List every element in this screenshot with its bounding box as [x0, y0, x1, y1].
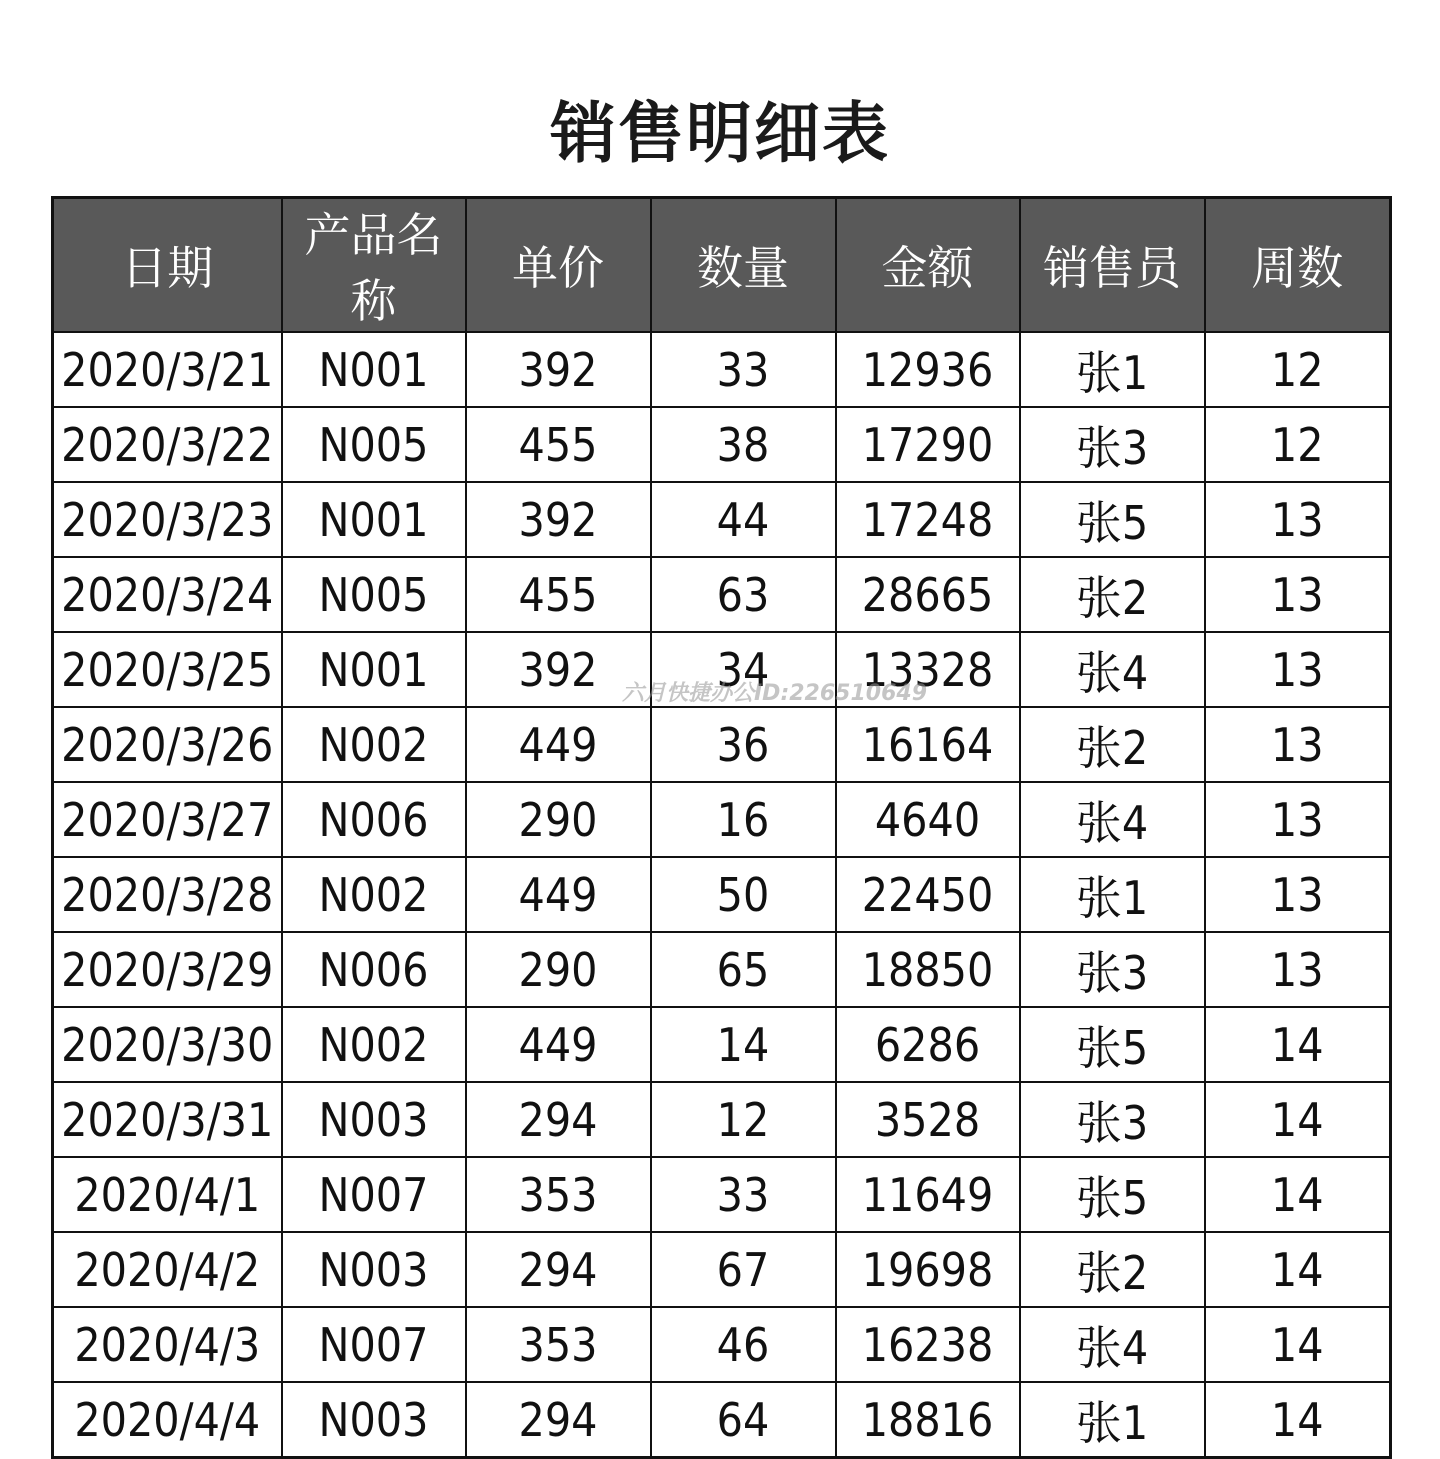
cell-product-name: N001: [282, 632, 466, 707]
cell-quantity: 14: [651, 1007, 836, 1082]
cell-product-name: N003: [282, 1232, 466, 1307]
cell-date: 2020/3/30: [53, 1007, 282, 1082]
cell-amount: 11649: [836, 1157, 1020, 1232]
table-row: [53, 332, 1391, 407]
table-row: [53, 1157, 1391, 1232]
table-row: [53, 782, 1391, 857]
cell-date: 2020/3/23: [53, 482, 282, 557]
cell-date: 2020/3/21: [53, 332, 282, 407]
table-row: [53, 932, 1391, 1007]
cell-product-name: N005: [282, 407, 466, 482]
cell-salesperson: 张2: [1020, 1232, 1205, 1307]
cell-week-number: 12: [1205, 332, 1391, 407]
cell-quantity: 38: [651, 407, 836, 482]
cell-quantity: 46: [651, 1307, 836, 1382]
header-unit-price: 单价: [466, 198, 651, 333]
watermark: 六月快捷办公ID:226510649: [622, 681, 928, 706]
cell-date: 2020/3/24: [53, 557, 282, 632]
table-row: [53, 557, 1391, 632]
cell-salesperson: 张4: [1020, 632, 1205, 707]
cell-week-number: 14: [1205, 1082, 1391, 1157]
cell-date: 2020/4/3: [53, 1307, 282, 1382]
sales-detail-table: [51, 196, 1392, 1459]
cell-salesperson: 张3: [1020, 932, 1205, 1007]
table-header-row: [53, 198, 1391, 333]
cell-week-number: 13: [1205, 782, 1391, 857]
table-row: [53, 707, 1391, 782]
cell-product-name: N002: [282, 857, 466, 932]
table-row: [53, 407, 1391, 482]
cell-salesperson: 张1: [1020, 857, 1205, 932]
cell-unit-price: 455: [466, 557, 651, 632]
cell-quantity: 34: [651, 632, 836, 707]
table-row: [53, 1382, 1391, 1458]
cell-quantity: 67: [651, 1232, 836, 1307]
cell-amount: 18816: [836, 1382, 1020, 1458]
cell-date: 2020/3/31: [53, 1082, 282, 1157]
cell-date: 2020/4/1: [53, 1157, 282, 1232]
cell-week-number: 14: [1205, 1307, 1391, 1382]
cell-product-name: N002: [282, 1007, 466, 1082]
cell-unit-price: 294: [466, 1232, 651, 1307]
cell-date: 2020/4/4: [53, 1382, 282, 1458]
cell-salesperson: 张5: [1020, 482, 1205, 557]
cell-date: 2020/3/22: [53, 407, 282, 482]
cell-product-name: N003: [282, 1082, 466, 1157]
cell-salesperson: 张5: [1020, 1007, 1205, 1082]
cell-amount: 19698: [836, 1232, 1020, 1307]
cell-date: 2020/3/29: [53, 932, 282, 1007]
header-quantity: 数量: [651, 198, 836, 333]
cell-product-name: N005: [282, 557, 466, 632]
cell-salesperson: 张1: [1020, 1382, 1205, 1458]
cell-unit-price: 392: [466, 632, 651, 707]
cell-amount: 13328: [836, 632, 1020, 707]
cell-amount: 18850: [836, 932, 1020, 1007]
cell-amount: 3528: [836, 1082, 1020, 1157]
cell-quantity: 12: [651, 1082, 836, 1157]
cell-amount: 4640: [836, 782, 1020, 857]
cell-salesperson: 张4: [1020, 782, 1205, 857]
cell-quantity: 16: [651, 782, 836, 857]
cell-salesperson: 张4: [1020, 1307, 1205, 1382]
header-week-number: 周数: [1205, 198, 1391, 333]
table-row: [53, 1082, 1391, 1157]
cell-amount: 28665: [836, 557, 1020, 632]
cell-week-number: 13: [1205, 557, 1391, 632]
cell-date: 2020/3/27: [53, 782, 282, 857]
page-title: 销售明细表: [550, 95, 890, 172]
cell-product-name: N002: [282, 707, 466, 782]
cell-unit-price: 449: [466, 1007, 651, 1082]
cell-amount: 6286: [836, 1007, 1020, 1082]
cell-product-name: N001: [282, 482, 466, 557]
cell-quantity: 50: [651, 857, 836, 932]
table-row: [53, 1232, 1391, 1307]
cell-week-number: 13: [1205, 857, 1391, 932]
cell-amount: 17290: [836, 407, 1020, 482]
cell-quantity: 33: [651, 1157, 836, 1232]
cell-week-number: 14: [1205, 1157, 1391, 1232]
cell-quantity: 65: [651, 932, 836, 1007]
cell-week-number: 14: [1205, 1007, 1391, 1082]
cell-product-name: N001: [282, 332, 466, 407]
cell-unit-price: 392: [466, 332, 651, 407]
table-row: [53, 1307, 1391, 1382]
cell-salesperson: 张2: [1020, 557, 1205, 632]
cell-week-number: 14: [1205, 1382, 1391, 1458]
cell-amount: 12936: [836, 332, 1020, 407]
cell-quantity: 44: [651, 482, 836, 557]
cell-unit-price: 294: [466, 1082, 651, 1157]
cell-amount: 17248: [836, 482, 1020, 557]
cell-salesperson: 张1: [1020, 332, 1205, 407]
cell-week-number: 13: [1205, 632, 1391, 707]
cell-quantity: 33: [651, 332, 836, 407]
cell-week-number: 14: [1205, 1232, 1391, 1307]
cell-week-number: 13: [1205, 482, 1391, 557]
cell-date: 2020/3/28: [53, 857, 282, 932]
table-row: [53, 857, 1391, 932]
cell-quantity: 63: [651, 557, 836, 632]
header-salesperson: 销售员: [1020, 198, 1205, 333]
cell-product-name: N006: [282, 932, 466, 1007]
cell-unit-price: 449: [466, 857, 651, 932]
cell-salesperson: 张3: [1020, 1082, 1205, 1157]
table-row: [53, 482, 1391, 557]
cell-product-name: N006: [282, 782, 466, 857]
cell-unit-price: 449: [466, 707, 651, 782]
cell-unit-price: 290: [466, 782, 651, 857]
cell-product-name: N007: [282, 1157, 466, 1232]
cell-week-number: 13: [1205, 932, 1391, 1007]
cell-unit-price: 290: [466, 932, 651, 1007]
cell-date: 2020/3/26: [53, 707, 282, 782]
header-product-name: 产品名称: [282, 198, 466, 333]
cell-product-name: N003: [282, 1382, 466, 1458]
cell-unit-price: 294: [466, 1382, 651, 1458]
cell-unit-price: 353: [466, 1157, 651, 1232]
cell-product-name: N007: [282, 1307, 466, 1382]
cell-salesperson: 张2: [1020, 707, 1205, 782]
cell-week-number: 12: [1205, 407, 1391, 482]
cell-salesperson: 张3: [1020, 407, 1205, 482]
cell-quantity: 36: [651, 707, 836, 782]
header-date: 日期: [53, 198, 282, 333]
cell-amount: 16164: [836, 707, 1020, 782]
cell-amount: 22450: [836, 857, 1020, 932]
cell-amount: 16238: [836, 1307, 1020, 1382]
cell-date: 2020/3/25: [53, 632, 282, 707]
cell-salesperson: 张5: [1020, 1157, 1205, 1232]
cell-quantity: 64: [651, 1382, 836, 1458]
cell-unit-price: 455: [466, 407, 651, 482]
table-row: [53, 632, 1391, 707]
cell-week-number: 13: [1205, 707, 1391, 782]
header-amount: 金额: [836, 198, 1020, 333]
cell-unit-price: 392: [466, 482, 651, 557]
table-row: [53, 1007, 1391, 1082]
cell-unit-price: 353: [466, 1307, 651, 1382]
table-body: [53, 332, 1391, 1458]
cell-date: 2020/4/2: [53, 1232, 282, 1307]
